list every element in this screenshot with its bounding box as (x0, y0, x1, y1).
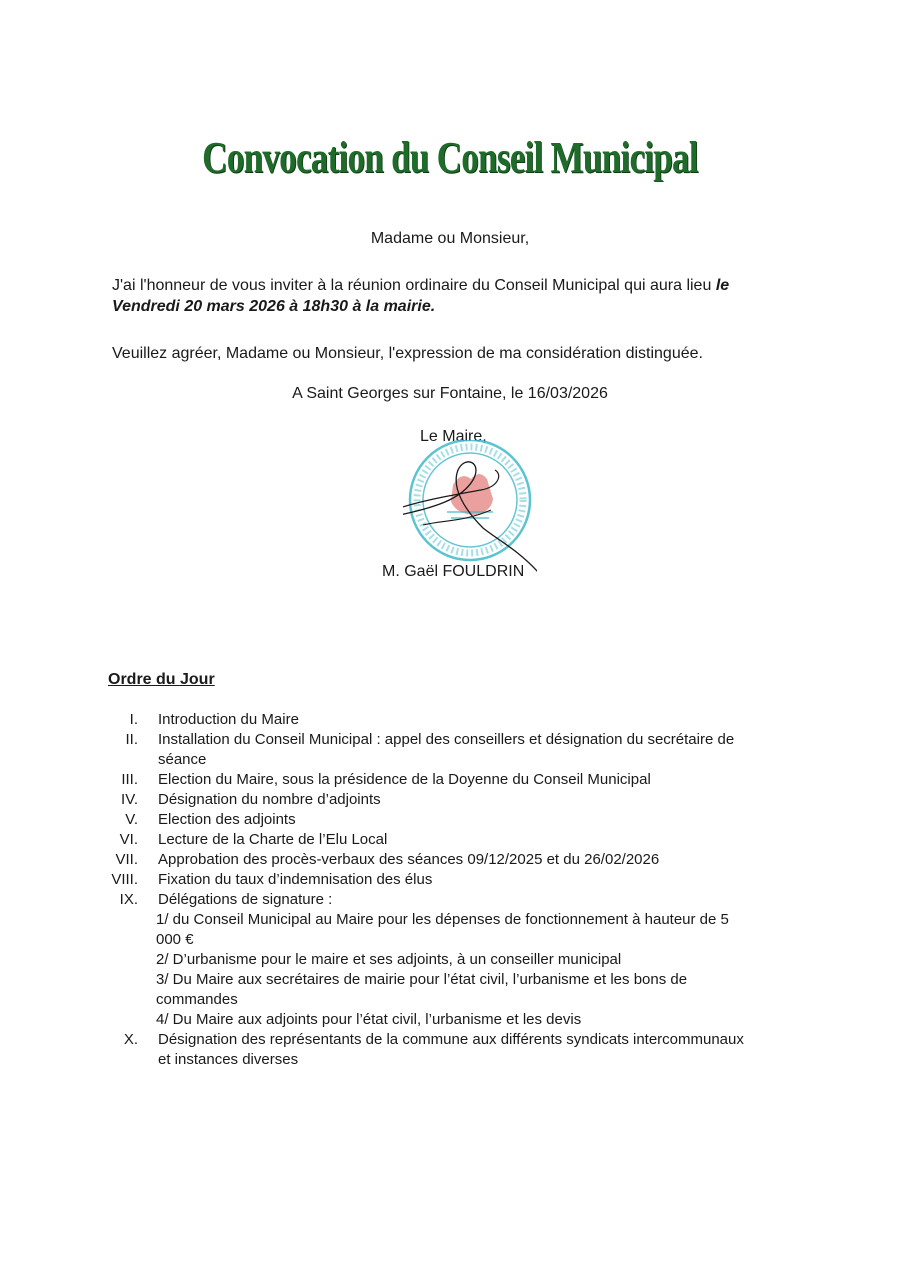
delegation-subitem: 3/ Du Maire aux secrétaires de mairie pour l’état civil, l’urbanisme et les bons de commandes (156, 971, 688, 1008)
agenda-item-number: VII. (115, 851, 138, 868)
agenda-item (100, 810, 750, 830)
agenda-item-number: II. (125, 731, 138, 748)
agenda-list (100, 710, 750, 1070)
agenda-item-text: Election du Maire, sous la présidence de la Doyenne du Conseil Municipal (158, 771, 651, 788)
agenda-item-text: Lecture de la Charte de l’Elu Local (158, 831, 388, 848)
meeting-date-emphasis: le Vendredi 20 mars 2026 à 18h30 à la mairie. (112, 277, 730, 315)
agenda-item (100, 890, 750, 1030)
agenda-item (100, 770, 750, 790)
document-title: Convocation du Conseil Municipal (202, 133, 698, 182)
agenda-item-text: Approbation des procès-verbaux des séances 09/12/2025 et du 26/02/2026 (158, 851, 660, 868)
agenda-item (100, 710, 750, 730)
agenda-item (100, 850, 750, 870)
agenda-item-number: I. (129, 711, 138, 728)
agenda-item (100, 1030, 750, 1070)
agenda-heading: Ordre du Jour (108, 671, 215, 688)
signatory-role: Le Maire, (420, 428, 487, 445)
delegation-subitem: 4/ Du Maire aux adjoints pour l’état civil, l’urbanisme et les devis (156, 1011, 582, 1028)
delegation-subitem: 1/ du Conseil Municipal au Maire pour les dépenses de fonctionnement à hauteur de 5 000 € (156, 911, 729, 948)
agenda-item-text: Fixation du taux d’indemnisation des élus (158, 871, 433, 888)
invitation-text: J'ai l'honneur de vous inviter à la réunion ordinaire du Conseil Municipal qui aura lieu (112, 277, 712, 294)
agenda-item-number: IX. (119, 891, 138, 908)
agenda-item-number: IV. (121, 791, 138, 808)
place-and-date: A Saint Georges sur Fontaine, le 16/03/2026 (292, 385, 608, 402)
agenda-item-text: Désignation des représentants de la commune aux différents syndicats intercommunaux et instances diverses (158, 1031, 744, 1068)
agenda-item (100, 830, 750, 850)
salutation: Madame ou Monsieur, (370, 230, 530, 247)
agenda-item (100, 790, 750, 810)
agenda-item-number: V. (125, 811, 138, 828)
signatory-name: M. Gaël FOULDRIN (382, 563, 525, 580)
agenda-item-text: Délégations de signature : (158, 891, 333, 908)
agenda-item-number: VIII. (111, 871, 138, 888)
agenda-item (100, 870, 750, 890)
closing-regards: Veuillez agréer, Madame ou Monsieur, l'expression de ma considération distinguée. (112, 345, 703, 362)
agenda-item-text: Introduction du Maire (158, 711, 299, 728)
agenda-item-text: Election des adjoints (158, 811, 296, 828)
agenda-item (100, 730, 750, 770)
agenda-item-number: VI. (119, 831, 138, 848)
agenda-item-number: III. (121, 771, 138, 788)
agenda-item-number: X. (123, 1031, 138, 1048)
invitation-paragraph (112, 275, 762, 317)
delegation-subitem: 2/ D’urbanisme pour le maire et ses adjoints, à un conseiller municipal (156, 951, 622, 968)
agenda-item-text: Installation du Conseil Municipal : appel des conseillers et désignation du secrétaire de séance (158, 731, 735, 768)
official-stamp-icon (403, 440, 537, 574)
agenda-item-text: Désignation du nombre d’adjoints (158, 791, 381, 808)
